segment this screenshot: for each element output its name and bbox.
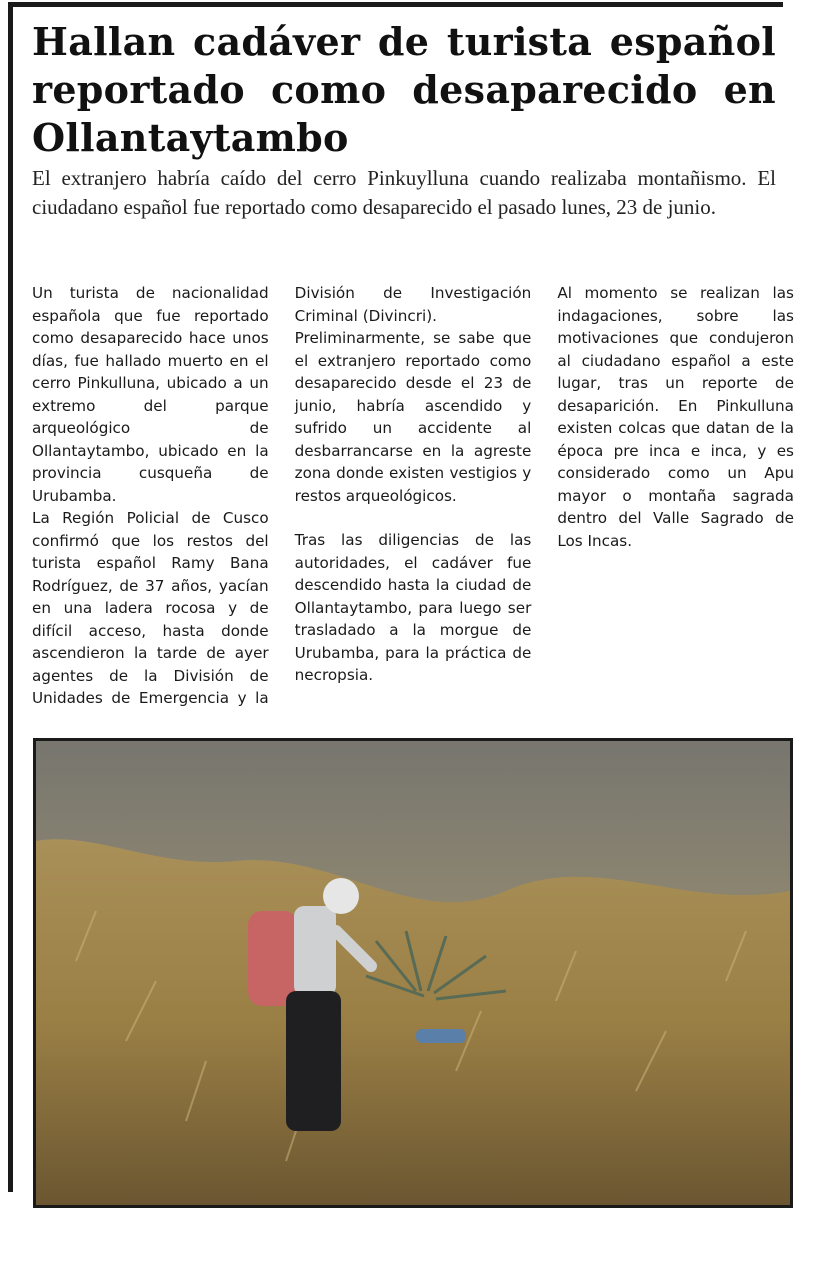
- article-photo: [33, 738, 793, 1208]
- blue-object: [416, 1029, 466, 1043]
- paragraph-4: Tras las diligencias de las autoridades, el cadáver fue descendido hasta la ciudad de Ollantaytambo, para luego ser trasladado a la morgue de Urubamba, para la práctica de necropsia.: [294, 531, 532, 684]
- paragraph-3: Preliminarmente, se sabe que el extranjero reportado como desaparecido desde el 23 de junio, habría ascendido y sufrido un accidente al desbarrancarse en la agreste zona donde existen vestigios y restos arqueológicos.: [294, 329, 532, 505]
- headline: Hallan cadáver de turista español reportado como desaparecido en Ollantaytambo: [32, 19, 776, 160]
- deck-summary: El extranjero habría caído del cerro Pinkuylluna cuando realizaba montañismo. El ciudadano español fue reportado como desaparecido el pasado lunes, 23 de junio.: [32, 166, 776, 219]
- top-rule: [8, 2, 783, 7]
- paragraph-2: La Región Policial de Cusco confirmó que los restos del turista español Ramy Bana Rodríguez, de 37 años, yacían en una ladera rocosa y de difícil acceso, hasta donde ascendieron la tarde de ayer agentes de la División de Unidades de Emergencia y la División de Investigación Criminal (Divincri).: [32, 284, 532, 707]
- hillside-photo-illustration: [36, 741, 790, 1205]
- left-rule: [8, 2, 13, 1192]
- paragraph-5: Al momento se realizan las indagaciones, sobre las motivaciones que condujeron al ciudadano español a este lugar, tras un reporte de desaparición. En Pinkulluna existen colcas que datan de la época pre inca e inca, y es considerado como un Apu mayor o montaña sagrada dentro del Valle Sagrado de Los Incas.: [557, 284, 794, 550]
- article-body: [32, 282, 794, 714]
- paragraph-1: Un turista de nacionalidad española que fue reportado como desaparecido hace unos días, fue hallado muerto en el cerro Pinkulluna, ubicado a un extremo del parque arqueológico de Ollantaytambo, ubicado en la provincia cusqueña de Urubamba.: [32, 284, 269, 505]
